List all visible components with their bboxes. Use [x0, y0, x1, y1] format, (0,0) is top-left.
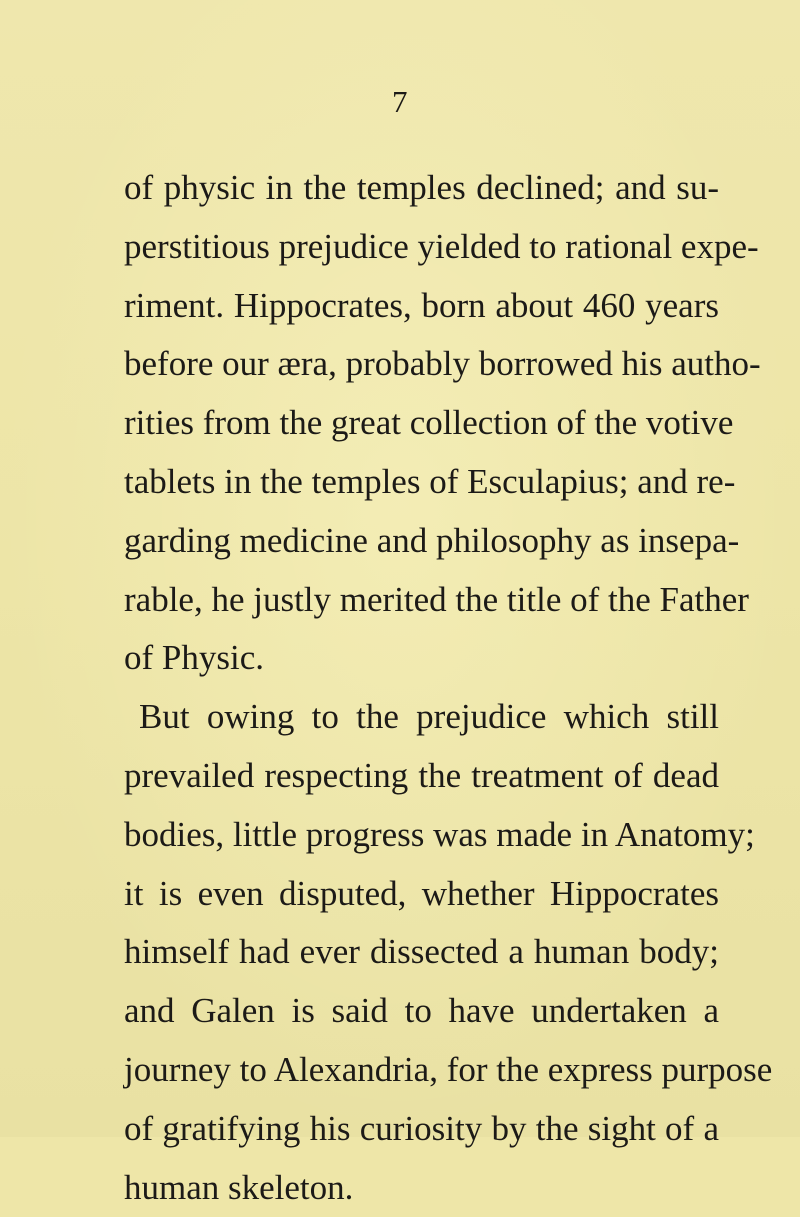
text-line: himself had ever dissected a human body; — [124, 932, 719, 972]
text-line: riment. Hippocrates, born about 460 years — [124, 285, 719, 325]
body-text — [124, 159, 773, 1217]
paragraph-start-line: But owing to the prejudice which still — [139, 697, 719, 737]
text-line: bodies, little progress was made in Anatomy; — [124, 814, 755, 854]
text-line: rities from the great collection of the votive — [124, 403, 734, 443]
text-line: of Physic. — [124, 638, 264, 678]
page-number: 7 — [392, 84, 408, 119]
text-line: tablets in the temples of Esculapius; and re- — [124, 461, 736, 501]
text-line: of physic in the temples declined; and su- — [124, 168, 719, 207]
text-line: before our æra, probably borrowed his autho- — [124, 344, 761, 384]
text-line: prevailed respecting the treatment of dead — [124, 755, 719, 795]
text-line: it is even disputed, whether Hippocrates — [124, 873, 719, 913]
text-line: garding medicine and philosophy as insepa- — [124, 520, 740, 560]
text-line: journey to Alexandria, for the express purpose — [124, 1049, 773, 1089]
text-line: rable, he justly merited the title of the Father — [124, 579, 749, 619]
text-line: perstitious prejudice yielded to rational expe- — [124, 226, 759, 266]
text-line: and Galen is said to have undertaken a — [124, 991, 719, 1031]
text-line: human skeleton. — [124, 1167, 354, 1207]
text-line: of gratifying his curiosity by the sight of a — [124, 1108, 719, 1148]
